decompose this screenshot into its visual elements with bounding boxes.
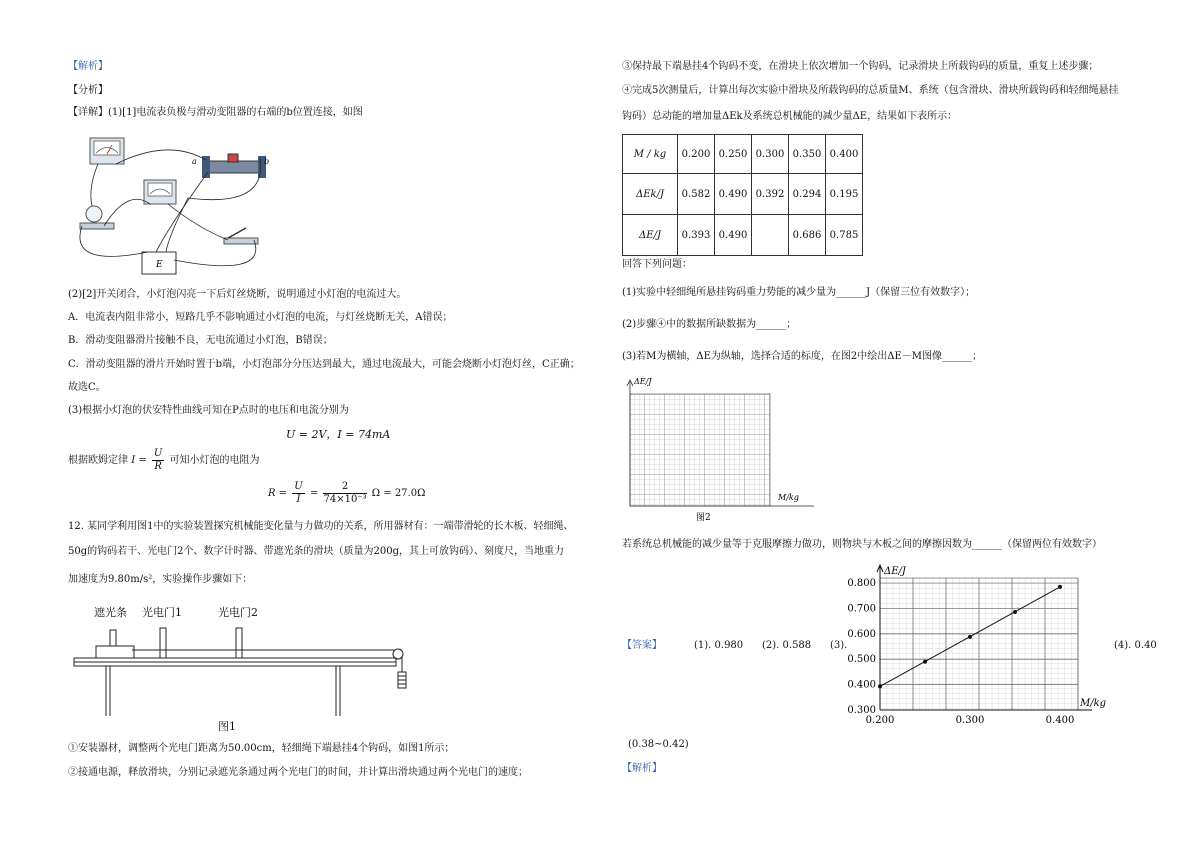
- step-4-line1: ④完成5次测量后，计算出每次实验中滑块及所载钩码的总质量M、系统（包含滑块、滑块所载钩码和轻细绳悬挂: [622, 85, 1119, 96]
- fig2-caption: 图2: [696, 513, 711, 523]
- analysis-tag-2: 【解析】: [622, 763, 662, 774]
- table-cell: 0.400: [826, 135, 863, 174]
- answer-1: (1). 0.980: [694, 640, 744, 651]
- label-a: a: [192, 157, 197, 166]
- right-column: [622, 0, 1157, 849]
- question-1: (1)实验中轻细绳所悬挂钩码重力势能的减少量为______J（保留三位有效数字）；: [622, 287, 976, 298]
- step-1: ①安装器材，调整两个光电门距离为50.00cm，轻细绳下端悬挂4个钩码，如图1所示；: [68, 743, 455, 754]
- table-cell: 0.490: [715, 215, 752, 256]
- y-tick-label: 0.700: [847, 603, 876, 615]
- table-cell: 0.785: [826, 215, 863, 256]
- y-tick-label: 0.500: [847, 654, 876, 666]
- table-cell: 0.350: [789, 135, 826, 174]
- y-tick-label: 0.800: [847, 578, 876, 590]
- ohm-suffix: 可知小灯泡的电阻为: [169, 455, 260, 466]
- table-row: [623, 174, 863, 215]
- y-tick-label: 0.300: [847, 705, 876, 716]
- step-3: ③保持最下端悬挂4个钩码不变，在滑块上依次增加一个钩码，记录滑块上所载钩码的质量，重复上述步骤；: [622, 61, 1099, 72]
- ohm-prefix: 根据欧姆定律: [68, 455, 128, 466]
- table-cell: 0.300: [752, 135, 789, 174]
- table-cell: 0.294: [789, 174, 826, 215]
- y-axis-label: ΔE/J: [884, 566, 906, 577]
- answer-chart: [840, 558, 1120, 738]
- x-axis-label: M/kg: [1080, 698, 1107, 709]
- equation-UI: U = 2V，I = 74mA: [286, 428, 391, 441]
- table-header-cell: ΔE/J: [623, 215, 678, 256]
- ohm-line: [68, 448, 260, 473]
- question-3: (3)若M为横轴，ΔE为纵轴，选择合适的标度，在图2中绘出ΔE－M图像______；: [622, 351, 983, 362]
- answer-3: (3).: [830, 640, 848, 651]
- label-E: E: [156, 260, 163, 270]
- analysis-tag: 【解析】: [68, 61, 108, 72]
- option-A: A．电流表内阻非常小，短路几乎不影响通过小灯泡的电流，与灯丝烧断无关，A错误；: [68, 312, 453, 323]
- question-4: 若系统总机械能的减少量等于克服摩擦力做功，则物块与木板之间的摩擦因数为______（保留两位有效数字）: [622, 539, 1102, 550]
- data-point: [1058, 585, 1062, 589]
- paragraph-2: (2)[2]开关闭合，小灯泡闪亮一下后灯丝烧断，说明通过小灯泡的电流过大。: [68, 289, 407, 300]
- table-cell: 0.490: [715, 174, 752, 215]
- fig1-label-gate2: 光电门2: [218, 606, 258, 619]
- switch: [224, 238, 258, 244]
- fig1-label-strip: 遮光条: [94, 606, 127, 619]
- table-header-cell: M / kg: [623, 135, 678, 174]
- table-cell: [752, 215, 789, 256]
- ohm-fraction: $\frac{U}{R}$: [153, 448, 163, 472]
- choice-C: 故选C。: [68, 382, 106, 393]
- apparatus-figure: [72, 620, 412, 720]
- x-tick-label: 0.200: [865, 715, 895, 726]
- data-point: [1013, 610, 1017, 614]
- table-row: [623, 215, 863, 256]
- data-point: [968, 635, 972, 639]
- left-column: [68, 0, 608, 849]
- fig1-label-gate1: 光电门1: [142, 606, 182, 619]
- data-point: [923, 660, 927, 664]
- empty-grid-figure: [624, 374, 824, 522]
- x-tick-label: 0.400: [1045, 715, 1075, 726]
- fig1-caption: 图1: [218, 720, 236, 733]
- x-tick-label: 0.300: [955, 715, 985, 726]
- y-tick-label: 0.400: [847, 679, 876, 691]
- fig2-xlabel: M/kg: [778, 493, 799, 502]
- table-cell: 0.393: [678, 215, 715, 256]
- light-strip: [110, 630, 116, 646]
- paragraph-3: (3)根据小灯泡的伏安特性曲线可知在P点时的电压和电流分别为: [68, 405, 349, 416]
- rheostat: [208, 161, 260, 173]
- fig2-ylabel: ΔE/J: [634, 377, 652, 386]
- step-4-line2: 钩码）总动能的增加量ΔEk及系统总机械能的减少量ΔE，结果如下表所示：: [622, 111, 958, 122]
- table-cell: 0.195: [826, 174, 863, 215]
- table-cell: 0.250: [715, 135, 752, 174]
- table-row: [623, 135, 863, 174]
- option-C: C．滑动变阻器的滑片开始时置于b端，小灯泡部分分压达到最大，通过电流最大，可能会烧断小灯泡灯丝，C正确；: [68, 359, 580, 370]
- answer-prompt: 回答下列问题：: [622, 259, 692, 270]
- q12-line2: 50g的钩码若干、光电门2个、数字计时器、带遮光条的滑块（质量为200g，其上可放钩码）、刻度尺，当地重力: [68, 546, 564, 557]
- y-tick-label: 0.600: [847, 628, 876, 640]
- detail-text: (1)[1]电流表负极与滑动变阻器的右端的b位置连接，如图: [108, 107, 363, 118]
- photogate-1: [160, 628, 166, 658]
- table-cell: 0.686: [789, 215, 826, 256]
- answer-range: (0.38~0.42): [628, 739, 689, 750]
- question-2: (2)步骤④中的数据所缺数据为______；: [622, 319, 797, 330]
- table-cell: 0.582: [678, 174, 715, 215]
- q12-line1: 12. 某同学利用图1中的实验装置探究机械能变化量与力做功的关系，所用器材有：一端带滑轮的长木板、轻细绳、: [68, 521, 574, 532]
- step-2: ②接通电源，释放滑块，分别记录遮光条通过两个光电门的时间，并计算出滑块通过两个光电门的速度；: [68, 767, 528, 778]
- table-header-cell: ΔEk/J: [623, 174, 678, 215]
- photogate-2: [236, 628, 242, 658]
- data-point: [878, 684, 882, 688]
- answer-2: (2). 0.588: [762, 640, 812, 651]
- equation-R: R = $\frac{U}{I}$ = $\frac{2}{\text{74×10⁻³}}$ Ω = 27.0Ω: [268, 481, 426, 505]
- slider-block: [96, 646, 134, 658]
- answer-tag: 【答案】: [622, 640, 662, 651]
- table-cell: 0.392: [752, 174, 789, 215]
- bulb: [86, 206, 102, 222]
- results-table: [622, 134, 863, 256]
- detail-paragraph: [68, 106, 363, 120]
- option-B: B．滑动变阻器滑片接触不良，无电流通过小灯泡，B错误；: [68, 335, 333, 346]
- fenxi-tag: 【分析】: [68, 85, 108, 96]
- answer-4: (4). 0.40: [1114, 640, 1157, 651]
- label-b: b: [264, 157, 270, 166]
- detail-tag: 【详解】: [68, 107, 108, 118]
- ohm-I: I =: [131, 455, 147, 466]
- table-cell: 0.200: [678, 135, 715, 174]
- circuit-diagram: [68, 128, 268, 280]
- q12-line3: 加速度为9.80m/s²，实验操作步骤如下：: [68, 574, 253, 585]
